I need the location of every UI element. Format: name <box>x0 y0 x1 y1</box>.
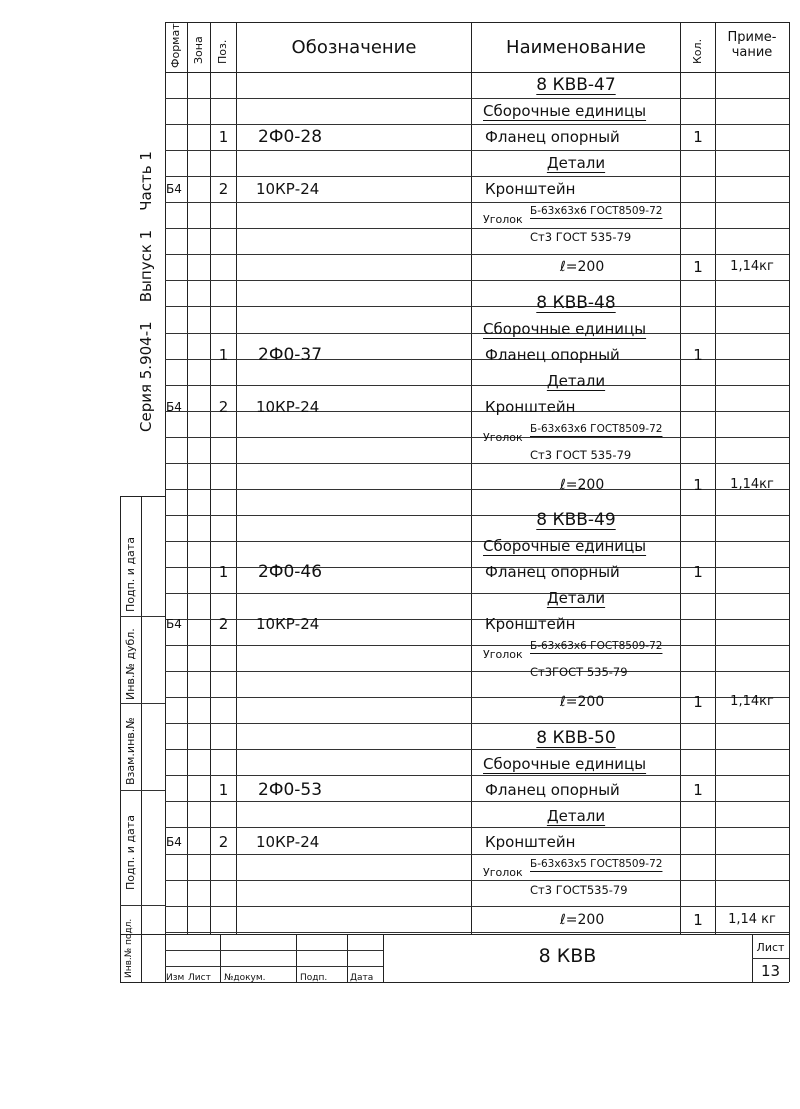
steel-grade: Ст3ГОСТ 535-79 <box>530 665 628 680</box>
flange-designation: 2Ф0-53 <box>258 779 323 800</box>
document-code: 8 КВВ <box>538 945 597 967</box>
flange-designation: 2Ф0-37 <box>258 344 323 365</box>
tb-col-docnum: №докум. <box>224 973 266 983</box>
series-text <box>137 151 155 432</box>
flange-quantity: 1 <box>693 345 703 364</box>
header-note: Приме-чание <box>727 30 777 60</box>
bracket-quantity: 1 <box>693 475 703 494</box>
tb-col-sign: Подп. <box>300 973 328 983</box>
stamp-dup-inv: Инв.№ дубл. <box>124 628 137 700</box>
issue-label: Выпуск 1 <box>137 229 155 303</box>
section-assemblies: Сборочные единицы <box>483 537 647 556</box>
flange-position: 1 <box>218 563 229 582</box>
stamp-inv-original: Инв.№ подл. <box>124 918 134 978</box>
section-assemblies: Сборочные единицы <box>483 319 647 338</box>
bracket-quantity: 1 <box>693 910 703 929</box>
bracket-position: 2 <box>218 180 229 199</box>
angle-label: Уголок <box>483 866 523 879</box>
angle-label: Уголок <box>483 213 523 227</box>
flange-name: Фланец опорный <box>485 345 620 364</box>
flange-position: 1 <box>218 780 229 799</box>
header-designation: Обозначение <box>291 37 417 58</box>
flange-name: Фланец опорный <box>485 128 620 147</box>
tb-col-sheet: Лист <box>188 973 211 983</box>
bracket-quantity: 1 <box>693 258 703 277</box>
angle-label: Уголок <box>483 648 523 662</box>
length: ℓ=200 <box>560 476 605 493</box>
steel-grade: Ст3 ГОСТ535-79 <box>530 882 628 897</box>
group-title: 8 КВВ-47 <box>536 75 616 95</box>
flange-name: Фланец опорный <box>485 780 620 799</box>
bracket-format: Б4 <box>166 834 182 849</box>
flange-designation: 2Ф0-28 <box>258 127 323 148</box>
bracket-designation: 10КР-24 <box>256 180 320 199</box>
bracket-name: Кронштейн <box>485 397 576 416</box>
stamp-sign-date-2: Подп. и дата <box>124 537 137 612</box>
angle-spec: Б-63х63х5 ГОСТ8509-72 <box>530 857 663 870</box>
bracket-name: Кронштейн <box>485 832 576 851</box>
section-assemblies: Сборочные единицы <box>483 102 647 121</box>
bracket-mass: 1,14 кг <box>728 911 776 927</box>
stamp-sign-date-1: Подп. и дата <box>124 815 137 890</box>
bracket-position: 2 <box>218 832 229 851</box>
sheet-label: Лист <box>756 941 785 954</box>
series-label: Серия 5.904-1 <box>137 321 155 432</box>
part-label: Часть 1 <box>137 151 155 211</box>
stamp-replace-inv: Взам.инв.№ <box>124 717 137 785</box>
length: ℓ=200 <box>560 694 605 711</box>
angle-label: Уголок <box>483 430 523 444</box>
header-format: Формат <box>169 23 182 68</box>
bracket-mass: 1,14кг <box>730 694 774 710</box>
angle-spec: Б-63х63х6 ГОСТ8509-72 <box>530 205 663 218</box>
flange-name: Фланец опорный <box>485 563 620 582</box>
header-qty: Кол. <box>691 38 704 64</box>
bracket-format: Б4 <box>166 617 182 632</box>
angle-spec: Б-63х63х6 ГОСТ8509-72 <box>530 640 663 653</box>
bracket-format: Б4 <box>166 182 182 197</box>
bracket-quantity: 1 <box>693 693 703 712</box>
section-details: Детали <box>546 589 606 608</box>
group-title: 8 КВВ-49 <box>536 510 616 531</box>
bracket-designation: 10КР-24 <box>256 397 320 416</box>
steel-grade: Ст3 ГОСТ 535-79 <box>530 230 632 245</box>
length: ℓ=200 <box>560 911 605 928</box>
steel-grade: Ст3 ГОСТ 535-79 <box>530 447 632 462</box>
tb-col-date: Дата <box>350 973 374 983</box>
group-title: 8 КВВ-50 <box>536 727 616 748</box>
bracket-name: Кронштейн <box>485 615 576 634</box>
angle-spec: Б-63х63х6 ГОСТ8509-72 <box>530 422 663 435</box>
bracket-mass: 1,14кг <box>730 259 774 275</box>
bracket-designation: 10КР-24 <box>256 615 320 634</box>
header-zone: Зона <box>192 36 205 64</box>
section-details: Детали <box>546 806 606 825</box>
length: ℓ=200 <box>560 259 605 276</box>
flange-quantity: 1 <box>693 128 703 147</box>
group-title: 8 КВВ-48 <box>536 292 616 313</box>
bracket-mass: 1,14кг <box>730 476 774 492</box>
bracket-position: 2 <box>218 615 229 634</box>
flange-position: 1 <box>218 345 229 364</box>
flange-quantity: 1 <box>693 780 703 799</box>
sheet-number: 13 <box>760 962 781 980</box>
flange-designation: 2Ф0-46 <box>258 562 323 583</box>
header-pos: Поз. <box>216 39 229 64</box>
tb-col-change: Изм <box>166 973 185 983</box>
flange-position: 1 <box>218 128 229 147</box>
bracket-designation: 10КР-24 <box>256 832 320 851</box>
bracket-name: Кронштейн <box>485 180 576 199</box>
section-details: Детали <box>546 371 606 390</box>
header-name: Наименование <box>506 37 646 58</box>
bracket-format: Б4 <box>166 399 182 414</box>
section-assemblies: Сборочные единицы <box>483 754 647 773</box>
bracket-position: 2 <box>218 397 229 416</box>
flange-quantity: 1 <box>693 563 703 582</box>
section-details: Детали <box>546 154 606 173</box>
